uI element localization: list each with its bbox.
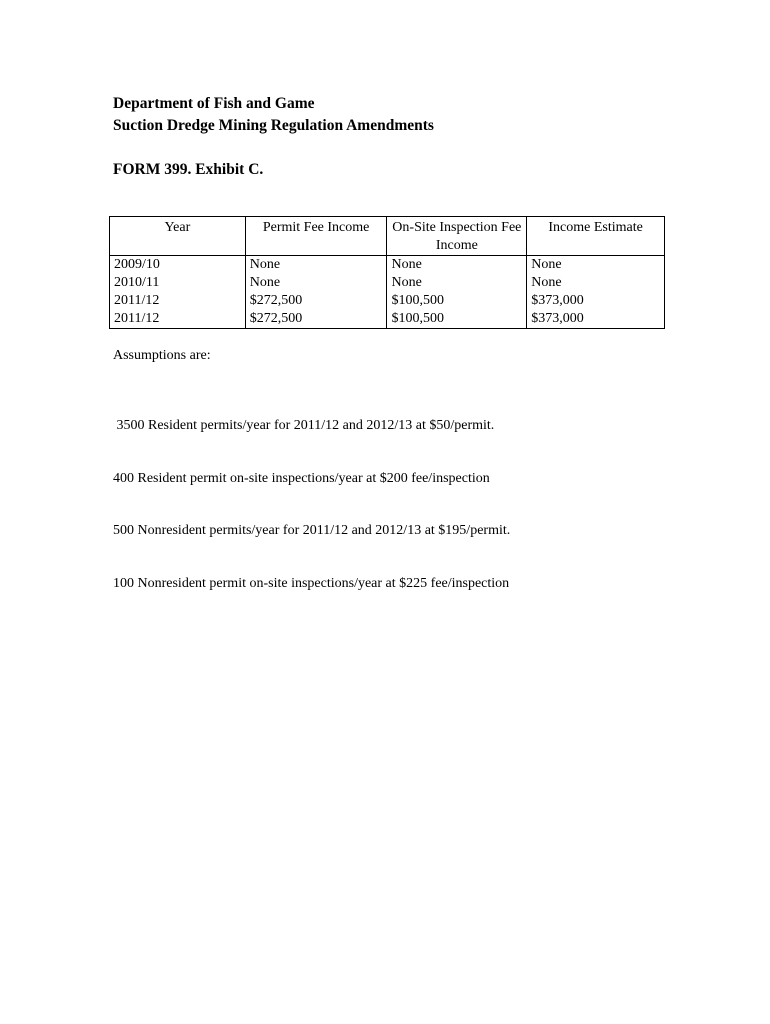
cell-year: 2011/12 (110, 292, 246, 310)
cell-income-estimate: $373,000 (527, 310, 665, 329)
department-title: Department of Fish and Game (113, 95, 315, 112)
cell-income-estimate: None (527, 256, 665, 275)
cell-permit-fee: None (245, 256, 387, 275)
cell-inspection-fee: $100,500 (387, 292, 527, 310)
assumption-item: 500 Nonresident permits/year for 2011/12 and 2012/13 at $195/permit. (113, 523, 511, 538)
cell-permit-fee: None (245, 274, 387, 292)
header-permit-fee-income: Permit Fee Income (245, 217, 387, 256)
header-year: Year (110, 217, 246, 256)
cell-year: 2010/11 (110, 274, 246, 292)
assumptions-list (113, 382, 510, 627)
header-income-estimate: Income Estimate (527, 217, 665, 256)
cell-permit-fee: $272,500 (245, 310, 387, 329)
assumption-item: 3500 Resident permits/year for 2011/12 and 2012/13 at $50/permit. (113, 418, 495, 433)
table-header-row (110, 217, 665, 256)
cell-year: 2011/12 (110, 310, 246, 329)
cell-inspection-fee: None (387, 274, 527, 292)
assumption-item: 100 Nonresident permit on-site inspections/year at $225 fee/inspection (113, 575, 510, 591)
table-row (110, 310, 665, 329)
table-row (110, 256, 665, 275)
document-subtitle: Suction Dredge Mining Regulation Amendments (113, 117, 434, 134)
cell-permit-fee: $272,500 (245, 292, 387, 310)
cell-income-estimate: None (527, 274, 665, 292)
form-title: FORM 399. Exhibit C. (113, 161, 264, 178)
assumption-item: 400 Resident permit on-site inspections/year at $200 fee/inspection (113, 470, 490, 486)
cell-inspection-fee: $100,500 (387, 310, 527, 329)
cell-inspection-fee: None (387, 256, 527, 275)
assumptions-heading: Assumptions are: (113, 348, 211, 363)
cell-income-estimate: $373,000 (527, 292, 665, 310)
fee-income-table (109, 216, 665, 329)
cell-year: 2009/10 (110, 256, 246, 275)
header-inspection-fee-income: On-Site Inspection Fee Income (387, 217, 527, 256)
table-row (110, 292, 665, 310)
table-row (110, 274, 665, 292)
